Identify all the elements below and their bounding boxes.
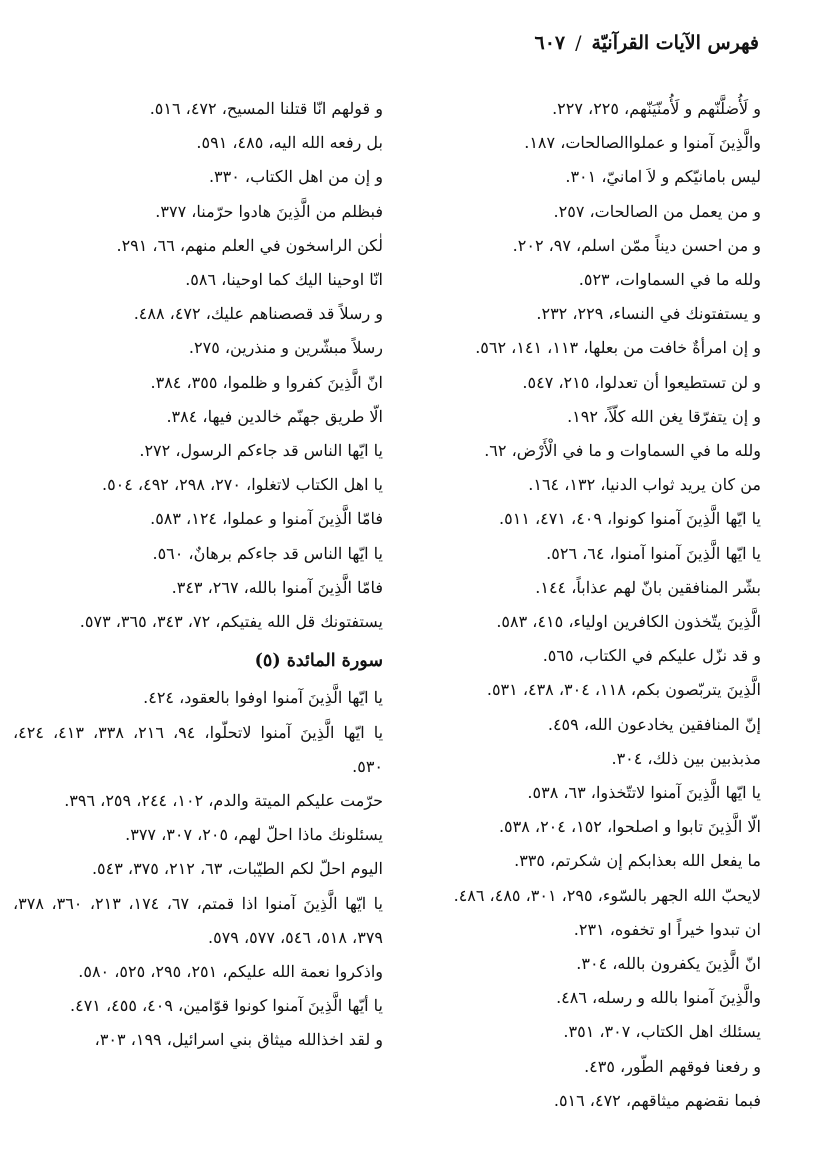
index-entry: يا ايّها الَّذِينَ آمنوا لاتتّخذوا، ٦٣، ٥٣٨.: [527, 783, 761, 803]
index-entry: يا ايّها الَّذِينَ آمنوا لاتحلّوا، ٩٤، ٢١٦، ٣٣٨، ٤١٣، ٤٢٤، ٥٣٠.: [13, 722, 384, 776]
index-entry: يا ايّها الناس قد جاءكم الرسول، ٢٧٢.: [139, 441, 383, 461]
index-entry: ليس بامانيّكم و لاَ امانيّ، ٣٠١.: [565, 167, 761, 187]
index-entry: الّا طريق جهنّم خالدين فيها، ٣٨٤.: [166, 406, 383, 426]
index-entry: يسئلك اهل الكتاب، ٣٠٧، ٣٥١.: [563, 1022, 761, 1042]
index-entry: والَّذِينَ آمنوا بالله و رسله، ٤٨٦.: [556, 988, 761, 1008]
index-entry: و لن تستطيعوا أن تعدلوا، ٢١٥، ٥٤٧.: [522, 372, 761, 392]
index-entry: الّا الَّذِينَ تابوا و اصلحوا، ١٥٢، ٢٠٤، ٥٣٨.: [498, 817, 761, 837]
index-entry: بل رفعه الله اليه، ٤٨٥، ٥٩١.: [196, 133, 383, 153]
index-entry: يا ايّها الَّذِينَ آمنوا اوفوا بالعقود، ٤٢٤.: [143, 688, 383, 708]
page-number: ٦٠٧: [534, 32, 566, 54]
index-entry: و قولهم انّا قتلنا المسيح، ٤٧٢، ٥١٦.: [149, 99, 383, 118]
index-entry: انّ الَّذِينَ يكفرون بالله، ٣٠٤.: [576, 954, 761, 974]
right-column: [391, 92, 761, 1118]
index-entry: و إن امرأةٌ خافت من بعلها، ١١٣، ١٤١، ٥٦٢.: [475, 338, 761, 358]
header-title: فهرس الآيات القرآنيّة: [591, 32, 759, 54]
index-entry: ان تبدوا خيراً او تخفوه، ٢٣١.: [573, 919, 761, 939]
index-entry: و إن من اهل الكتاب، ٣٣٠.: [208, 167, 383, 187]
index-entry: يا ايّها الَّذِينَ آمنوا آمنوا، ٦٤، ٥٢٦.: [546, 543, 761, 563]
index-entry: من كان يريد ثواب الدنيا، ١٣٢، ١٦٤.: [528, 475, 761, 495]
index-entry: فامّا الَّذِينَ آمنوا بالله، ٢٦٧، ٣٤٣.: [171, 577, 383, 597]
index-entry: الَّذِينَ يتربّصون بكم، ١١٨، ٣٠٤، ٤٣٨، ٥٣١.: [486, 680, 761, 700]
running-header: [59, 32, 759, 54]
index-entry: فبظلم من الَّذِينَ هادوا حرّمنا، ٣٧٧.: [155, 201, 383, 221]
index-entry: فبما نقضهم ميثاقهم، ٤٧٢، ٥١٦.: [553, 1090, 761, 1110]
index-entry: واذكروا نعمة الله عليكم، ٢٥١، ٢٩٥، ٥٢٥، ٥٨٠.: [78, 962, 383, 982]
index-entry: بشّر المنافقين بانّ لهم عذاباً، ١٤٤.: [535, 577, 761, 597]
index-entry: و إن يتفرّقا يغن الله كلّاً، ١٩٢.: [567, 406, 761, 426]
index-entry: فامّا الَّذِينَ آمنوا و عملوا، ١٢٤، ٥٨٣.: [150, 509, 383, 529]
index-entry: يا أيّها الَّذِينَ آمنوا كونوا قوّامين، ٤٠٩، ٤٥٥، ٤٧١.: [70, 996, 383, 1016]
index-entry: و من احسن ديناً ممّن اسلم، ٩٧، ٢٠٢.: [512, 235, 761, 255]
index-entry: ولله ما في السماوات و ما في الْأَرْض، ٦٢.: [484, 441, 761, 461]
index-entry: الَّذِينَ يتّخذون الكافرين اولياء، ٤١٥، ٥٨٣.: [496, 612, 761, 632]
index-entry: ولله ما في السماوات، ٥٢٣.: [578, 270, 761, 290]
index-entry: ما يفعل الله بعذابكم إن شكرتم، ٣٣٥.: [514, 851, 761, 871]
index-entry: و لقد اخذالله ميثاق بني اسرائيل، ١٩٩، ٣٠٣،: [94, 1030, 383, 1050]
index-entry: لٰكن الراسخون في العلم منهم، ٦٦، ٢٩١.: [116, 235, 383, 255]
index-entry: يا اهل الكتاب لاتغلوا، ٢٧٠، ٢٩٨، ٤٩٢، ٥٠٤.: [101, 475, 383, 495]
left-column-entries-top: [13, 92, 383, 639]
index-entry: يسئلونك ماذا احلّ لهم، ٢٠٥، ٣٠٧، ٣٧٧.: [125, 825, 383, 845]
index-entry: إنّ المنافقين يخادعون الله، ٤٥٩.: [547, 714, 761, 734]
header-separator: /: [575, 32, 582, 54]
surah-heading: سورة المائدة (٥): [254, 651, 383, 672]
index-entry: لايحبّ الله الجهر بالسّوء، ٢٩٥، ٣٠١، ٤٨٥، ٤٨٦.: [453, 885, 761, 905]
index-entry: يا ايّها الَّذِينَ آمنوا اذا قمتم، ٦٧، ١٧٤، ٢١٣، ٣٦٠، ٣٧٨، ٣٧٩، ٥١٨، ٥٤٦، ٥٧٧، ٥٧٩.: [13, 893, 383, 947]
index-entry: والَّذِينَ آمنوا و عملواالصالحات، ١٨٧.: [524, 133, 761, 153]
left-column-entries-bottom: [13, 681, 383, 1057]
index-entry: يا ايّها الَّذِينَ آمنوا كونوا، ٤٠٩، ٤٧١، ٥١١.: [499, 509, 761, 529]
index-entry: انّ الَّذِينَ كفروا و ظلموا، ٣٥٥، ٣٨٤.: [150, 372, 383, 392]
index-entry: يا ايّها الناس قد جاءكم برهانٌ، ٥٦٠.: [152, 543, 383, 563]
index-entry: انّا اوحينا اليك كما اوحينا، ٥٨٦.: [185, 270, 383, 290]
index-entry: و لَأُضلَّنّهم و لَأُمنّيَنّهم، ٢٢٥، ٢٢٧.: [552, 99, 761, 118]
index-entry: مذبذبين بين ذلك، ٣٠٤.: [611, 748, 761, 768]
index-entry: حرّمت عليكم الميتة والدم، ١٠٢، ٢٤٤، ٢٥٩، ٣٩٦.: [64, 791, 383, 811]
index-entry: و يستفتونك في النساء، ٢٢٩، ٢٣٢.: [536, 304, 761, 324]
index-entry: يستفتونك قل الله يفتيكم، ٧٢، ٣٤٣، ٣٦٥، ٥٧٣.: [79, 612, 383, 632]
index-entry: و رسلاً قد قصصناهم عليك، ٤٧٢، ٤٨٨.: [133, 304, 383, 324]
index-entry: اليوم احلّ لكم الطيّبات، ٦٣، ٢١٢، ٣٧٥، ٥٤٣.: [91, 859, 383, 879]
index-entry: و رفعنا فوقهم الطّور، ٤٣٥.: [584, 1056, 761, 1076]
index-entry: و قد نزّل عليكم في الكتاب، ٥٦٥.: [542, 646, 761, 666]
index-entry: رسلاً مبشّرين و منذرين، ٢٧٥.: [188, 338, 383, 358]
left-column: [13, 92, 383, 1058]
index-entry: و من يعمل من الصالحات، ٢٥٧.: [553, 201, 761, 221]
